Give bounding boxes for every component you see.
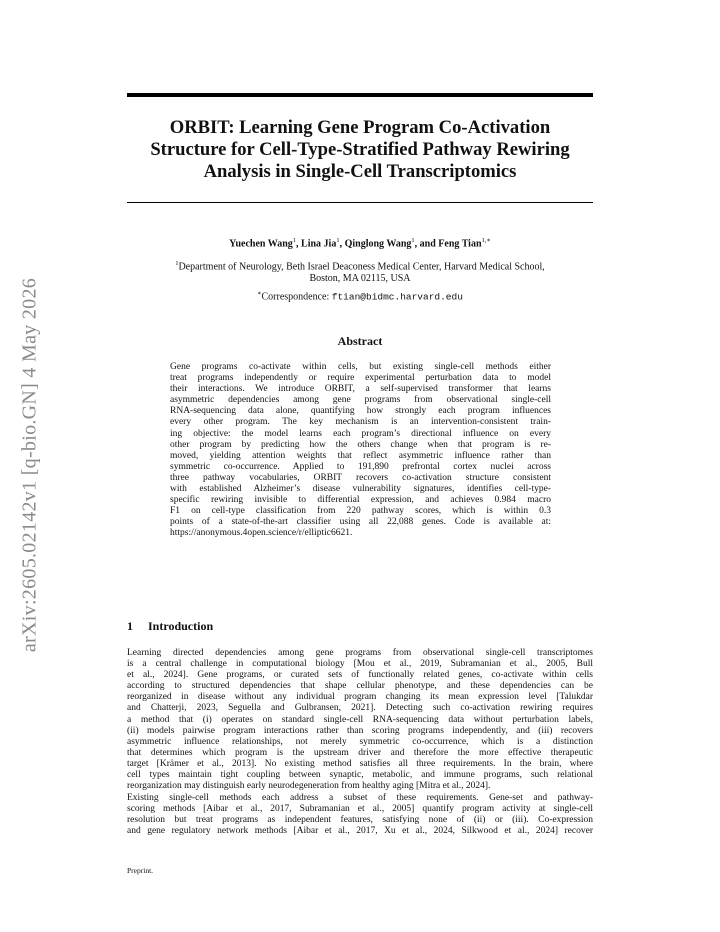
correspondence-mark: ∗ (257, 290, 262, 297)
text-line: Existing single-cell methods each address a subset of these requirements. Gene-set and pathway- (127, 793, 593, 803)
text-line: that determines which program is the upstream driver and therefore the more effective therapeutic (127, 747, 593, 758)
author-name: Yuechen Wang (229, 238, 293, 250)
correspondence-email: ftian@bidmc.harvard.edu (331, 291, 463, 303)
text-line: (ii) models pairwise program interactions rather than scoring programs independently, and (iii) recovers (127, 725, 593, 736)
text-line: et al., 2024]. Gene programs, or curated sets of functionally related genes, co-activate within cells (127, 670, 593, 681)
text-line: other program by predicting how the others change when that program is re- (170, 439, 551, 450)
text-line: Learning directed dependencies among gene programs from observational single-cell transcriptomes (127, 648, 593, 658)
title-bottom-rule (127, 202, 593, 203)
arxiv-identifier-stamp (12, 245, 48, 685)
section-title: Introduction (148, 619, 214, 633)
author-affiliation-mark: 1 (292, 237, 297, 244)
author-affiliation-mark: 1,∗ (481, 237, 491, 244)
affiliation-line: Department of Neurology, Beth Israel Deaconess Medical Center, Harvard Medical School, (178, 261, 545, 273)
affiliation (127, 258, 593, 285)
text-line: three pathway vocabularies, ORBIT recovers co-activation structure consistent (170, 472, 551, 483)
affiliation-mark: 1 (175, 260, 179, 267)
author-affiliation-mark: 1 (336, 237, 340, 244)
abstract-heading: Abstract (337, 334, 383, 348)
author-separator: , (296, 238, 302, 250)
paper-title (127, 117, 593, 183)
intro-paragraph-1 (127, 648, 593, 792)
section-number: 1 (127, 619, 133, 633)
text-line: symmetric co-occurrence. Applied to 191,890 prefrontal cortex nuclei across (170, 461, 551, 472)
text-line: RNA-sequencing data alone, quantifying how strongly each program influences (170, 406, 551, 417)
author-separator: , (339, 238, 345, 250)
text-line: with established Alzheimer’s disease vulnerability signatures, identifies cell-type- (170, 484, 551, 495)
text-line: F1 on cell-type classification from 220 pathway scores, which is within 0.3 (170, 506, 551, 517)
title-line: Structure for Cell-Type-Stratified Pathway Rewiring (150, 139, 570, 160)
text-line: asymmetric dependencies among gene programs from observational single-cell (170, 395, 551, 406)
text-line: ing objective: the model learns each program’s directional influence on every (170, 428, 551, 439)
text-line: is a central challenge in computational biology [Mou et al., 2019, Subramanian et al., 2005, Bull (127, 659, 593, 670)
text-line: asymmetric influence relationships, not merely symmetric co-occurrence, which is a distinction (127, 736, 593, 747)
intro-paragraph-2 (127, 793, 593, 837)
text-line: resolution but treat programs as independent features, satisfying none of (ii) or (iii). Co-expression (127, 815, 593, 826)
text-line: scoring methods [Aibar et al., 2017, Subramanian et al., 2005] quantify program activity at single-cell (127, 804, 593, 815)
arxiv-identifier-text: arXiv:2605.02142v1 [q-bio.GN] 4 May 2026 (18, 277, 41, 653)
correspondence (127, 289, 593, 302)
author-name: Feng Tian (438, 238, 482, 250)
section-heading (127, 619, 213, 634)
text-line: according to structured dependencies that shape cellular phenotype, and these dependencies can be (127, 681, 593, 692)
footer-preprint: Preprint. (127, 866, 154, 875)
text-line: points of a state-of-the-art classifier using all 22,088 genes. Code is available at: (170, 517, 551, 528)
title-line: Analysis in Single-Cell Transcriptomics (203, 161, 517, 182)
text-line: reorganized in disease without any individual program changing its mean expression level [Talukdar (127, 692, 593, 703)
text-line: a method that (i) operates on standard single-cell RNA-sequencing data without perturbation labels, (127, 714, 593, 725)
text-line: specific rewiring invisible to differential expression, and achieves 0.984 macro (170, 495, 551, 506)
text-line: reorganization may distinguish early neurodegeneration from healthy aging [Mitra et al., 2024]. (127, 781, 491, 792)
title-line: ORBIT: Learning Gene Program Co-Activation (169, 117, 551, 138)
text-line: every other program. The key mechanism is an intervention-consistent train- (170, 417, 551, 428)
text-line: and gene regulatory network methods [Aibar et al., 2017, Xu et al., 2024, Silkwood et al., 2024] recover (127, 826, 593, 837)
text-line: moved, yielding attention weights that reflect asymmetric influence rather than (170, 450, 551, 461)
abstract-body (170, 362, 551, 540)
text-line: target [Krämer et al., 2013]. No existing method satisfies all three requirements. In the brain, where (127, 758, 593, 769)
title-top-rule (127, 93, 593, 97)
author-list (127, 236, 593, 249)
author-affiliation-mark: 1 (411, 237, 415, 244)
text-line: and Chatterji, 2023, Seguella and Gulbransen, 2021]. Detecting such co-activation rewiring requires (127, 703, 593, 714)
text-line: https://anonymous.4open.science/r/elliptic6621. (170, 528, 353, 539)
text-line: treat programs independently or require experimental perturbation data to model (170, 373, 551, 384)
text-line: their interactions. We introduce ORBIT, a self-supervised transformer that learns (170, 384, 551, 395)
correspondence-label: Correspondence: (261, 291, 332, 303)
affiliation-line: Boston, MA 02115, USA (309, 273, 411, 285)
text-line: Gene programs co-activate within cells, but existing single-cell methods either (170, 362, 551, 372)
author-name: Qinglong Wang (344, 238, 412, 250)
text-line: cell types maintain tight coupling between synaptic, metabolic, and immune programs, such relational (127, 770, 593, 781)
author-name: Lina Jia (301, 238, 337, 250)
author-separator: , and (414, 238, 439, 250)
